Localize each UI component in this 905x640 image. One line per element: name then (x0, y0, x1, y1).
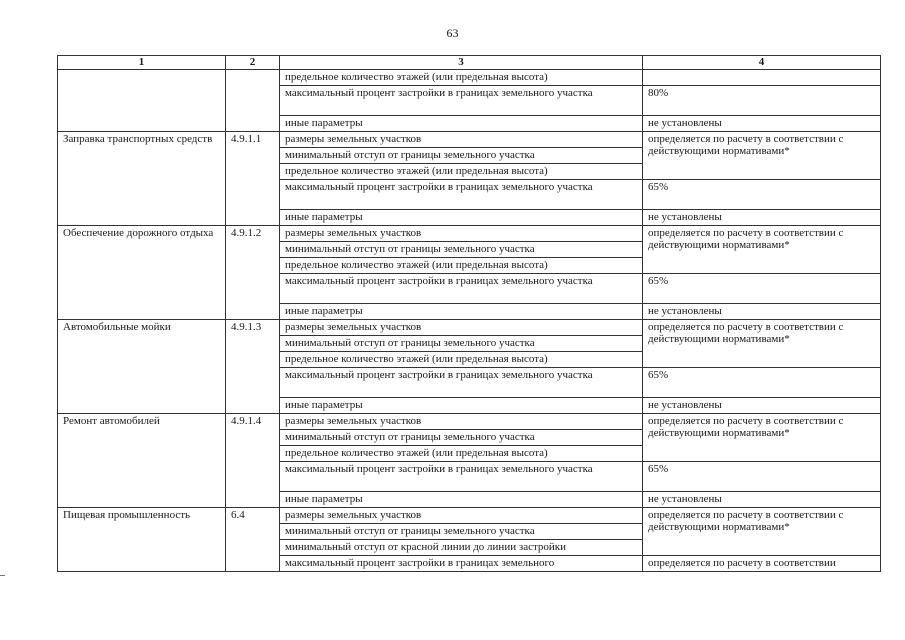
group-name: Пищевая промышленность (58, 508, 226, 572)
value-by-norms: определяется по расчету в соответствии с действующими нормативами* (643, 226, 881, 274)
value-not-set: не установлены (643, 398, 881, 414)
header-cell-1: 1 (58, 56, 226, 70)
param-plot-sizes: размеры земельных участков (280, 226, 643, 242)
margin-mark (0, 575, 5, 576)
value-empty (643, 70, 881, 86)
param-other: иные параметры (280, 116, 643, 132)
param-setback: минимальный отступ от границы земельного участка (280, 430, 643, 446)
value-percent: 80% (643, 86, 881, 116)
group-name (58, 70, 226, 132)
param-plot-sizes: размеры земельных участков (280, 132, 643, 148)
value-not-set: не установлены (643, 210, 881, 226)
group-code: 4.9.1.2 (226, 226, 280, 320)
table-row (58, 508, 881, 524)
table-row (58, 226, 881, 242)
param-plot-sizes: размеры земельных участков (280, 508, 643, 524)
table-row (58, 414, 881, 430)
header-cell-3: 3 (280, 56, 643, 70)
table-row (58, 320, 881, 336)
param-setback: минимальный отступ от границы земельного участка (280, 524, 643, 540)
param-coverage: максимальный процент застройки в границах земельного участка (280, 368, 643, 398)
value-percent: 65% (643, 274, 881, 304)
group-code: 4.9.1.1 (226, 132, 280, 226)
param-floors: предельное количество этажей (или предельная высота) (280, 258, 643, 274)
param-setback: минимальный отступ от границы земельного участка (280, 336, 643, 352)
table-row (58, 70, 881, 86)
header-cell-4: 4 (643, 56, 881, 70)
value-by-norms: определяется по расчету в соответствии с действующими нормативами* (643, 414, 881, 462)
value-by-norms: определяется по расчету в соответствии (643, 556, 881, 572)
param-setback: минимальный отступ от границы земельного участка (280, 242, 643, 258)
param-plot-sizes: размеры земельных участков (280, 320, 643, 336)
value-not-set: не установлены (643, 492, 881, 508)
param-coverage: максимальный процент застройки в границах земельного участка (280, 274, 643, 304)
param-floors: предельное количество этажей (или предельная высота) (280, 70, 643, 86)
param-other: иные параметры (280, 304, 643, 320)
value-not-set: не установлены (643, 304, 881, 320)
param-plot-sizes: размеры земельных участков (280, 414, 643, 430)
param-coverage: максимальный процент застройки в границах земельного участка (280, 462, 643, 492)
value-percent: 65% (643, 180, 881, 210)
param-floors: предельное количество этажей (или предельная высота) (280, 164, 643, 180)
param-floors: предельное количество этажей (или предельная высота) (280, 352, 643, 368)
param-red-line: минимальный отступ от красной линии до линии застройки (280, 540, 643, 556)
value-not-set: не установлены (643, 116, 881, 132)
value-by-norms: определяется по расчету в соответствии с действующими нормативами* (643, 508, 881, 556)
param-coverage: максимальный процент застройки в границах земельного участка (280, 86, 643, 116)
group-code: 6.4 (226, 508, 280, 572)
table-row (58, 132, 881, 148)
header-row (58, 56, 881, 70)
group-name: Автомобильные мойки (58, 320, 226, 414)
param-other: иные параметры (280, 492, 643, 508)
group-name: Заправка транспортных средств (58, 132, 226, 226)
value-percent: 65% (643, 462, 881, 492)
param-floors: предельное количество этажей (или предельная высота) (280, 446, 643, 462)
group-name: Обеспечение дорожного отдыха (58, 226, 226, 320)
param-other: иные параметры (280, 210, 643, 226)
group-code: 4.9.1.3 (226, 320, 280, 414)
regulations-table (57, 55, 881, 572)
param-coverage: максимальный процент застройки в границах земельного (280, 556, 643, 572)
group-name: Ремонт автомобилей (58, 414, 226, 508)
group-code (226, 70, 280, 132)
page-number: 63 (446, 26, 459, 40)
param-other: иные параметры (280, 398, 643, 414)
value-by-norms: определяется по расчету в соответствии с действующими нормативами* (643, 320, 881, 368)
header-cell-2: 2 (226, 56, 280, 70)
value-percent: 65% (643, 368, 881, 398)
param-setback: минимальный отступ от границы земельного участка (280, 148, 643, 164)
param-coverage: максимальный процент застройки в границах земельного участка (280, 180, 643, 210)
group-code: 4.9.1.4 (226, 414, 280, 508)
value-by-norms: определяется по расчету в соответствии с действующими нормативами* (643, 132, 881, 180)
